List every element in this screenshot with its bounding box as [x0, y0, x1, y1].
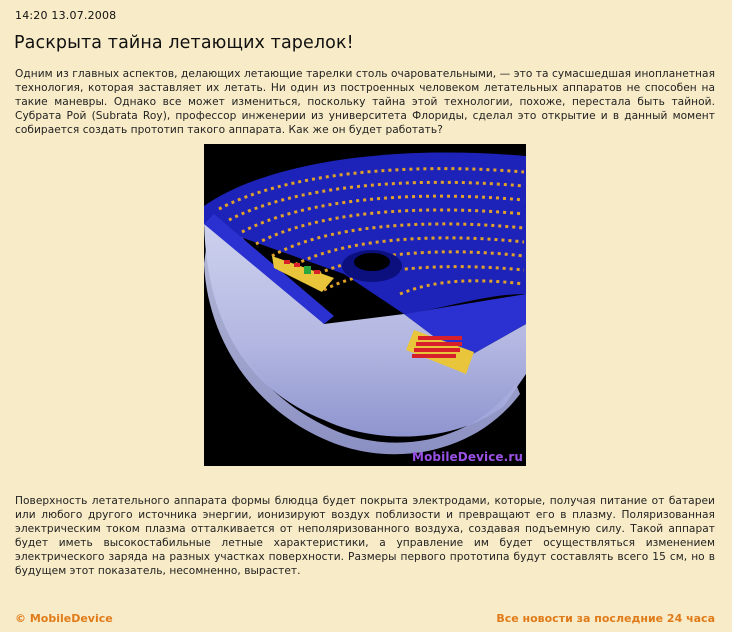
flying-saucer-illustration — [204, 144, 526, 466]
image-watermark: MobileDevice.ru — [412, 450, 523, 464]
copyright-text: © MobileDevice — [15, 612, 113, 625]
article-intro-paragraph: Одним из главных аспектов, делающих летающие тарелки столь очаровательными, — это та сумасшедшая инопланетная технология, которая заставляет их летать. Ни один из построенных человеком летательных аппаратов не способен на такие маневры. Однако все может измениться, поскольку тайна этой технологии, похоже, перестала быть тайной. Субрата Рой (Subrata Roy), профессор инженерии из университета Флориды, сделал это открытие и в данный момент собирается создать прототип такого аппарата. Как же он будет работать? — [15, 68, 715, 136]
article-title: Раскрыта тайна летающих тарелок! — [14, 33, 354, 53]
article-timestamp: 14:20 13.07.2008 — [15, 9, 117, 22]
all-news-link[interactable]: Все новости за последние 24 часа — [496, 612, 715, 625]
article-image — [204, 144, 526, 466]
article-body-paragraph: Поверхность летательного аппарата формы блюдца будет покрыта электродами, которые, получая питание от батареи или любого другого источника энергии, ионизируют воздух поблизости и превращают его в плазму. Поляризованная электрическим током плазма отталкивается от неполяризованного воздуха, создавая подъемную силу. Такой аппарат будет иметь высокостабильные летные характеристики, а управление им будет осуществляться изменением электрического заряда на разных участках поверхности. Размеры первого прототипа будут составлять всего 15 см, но в будущем этот показатель, несомненно, вырастет. — [15, 495, 715, 577]
